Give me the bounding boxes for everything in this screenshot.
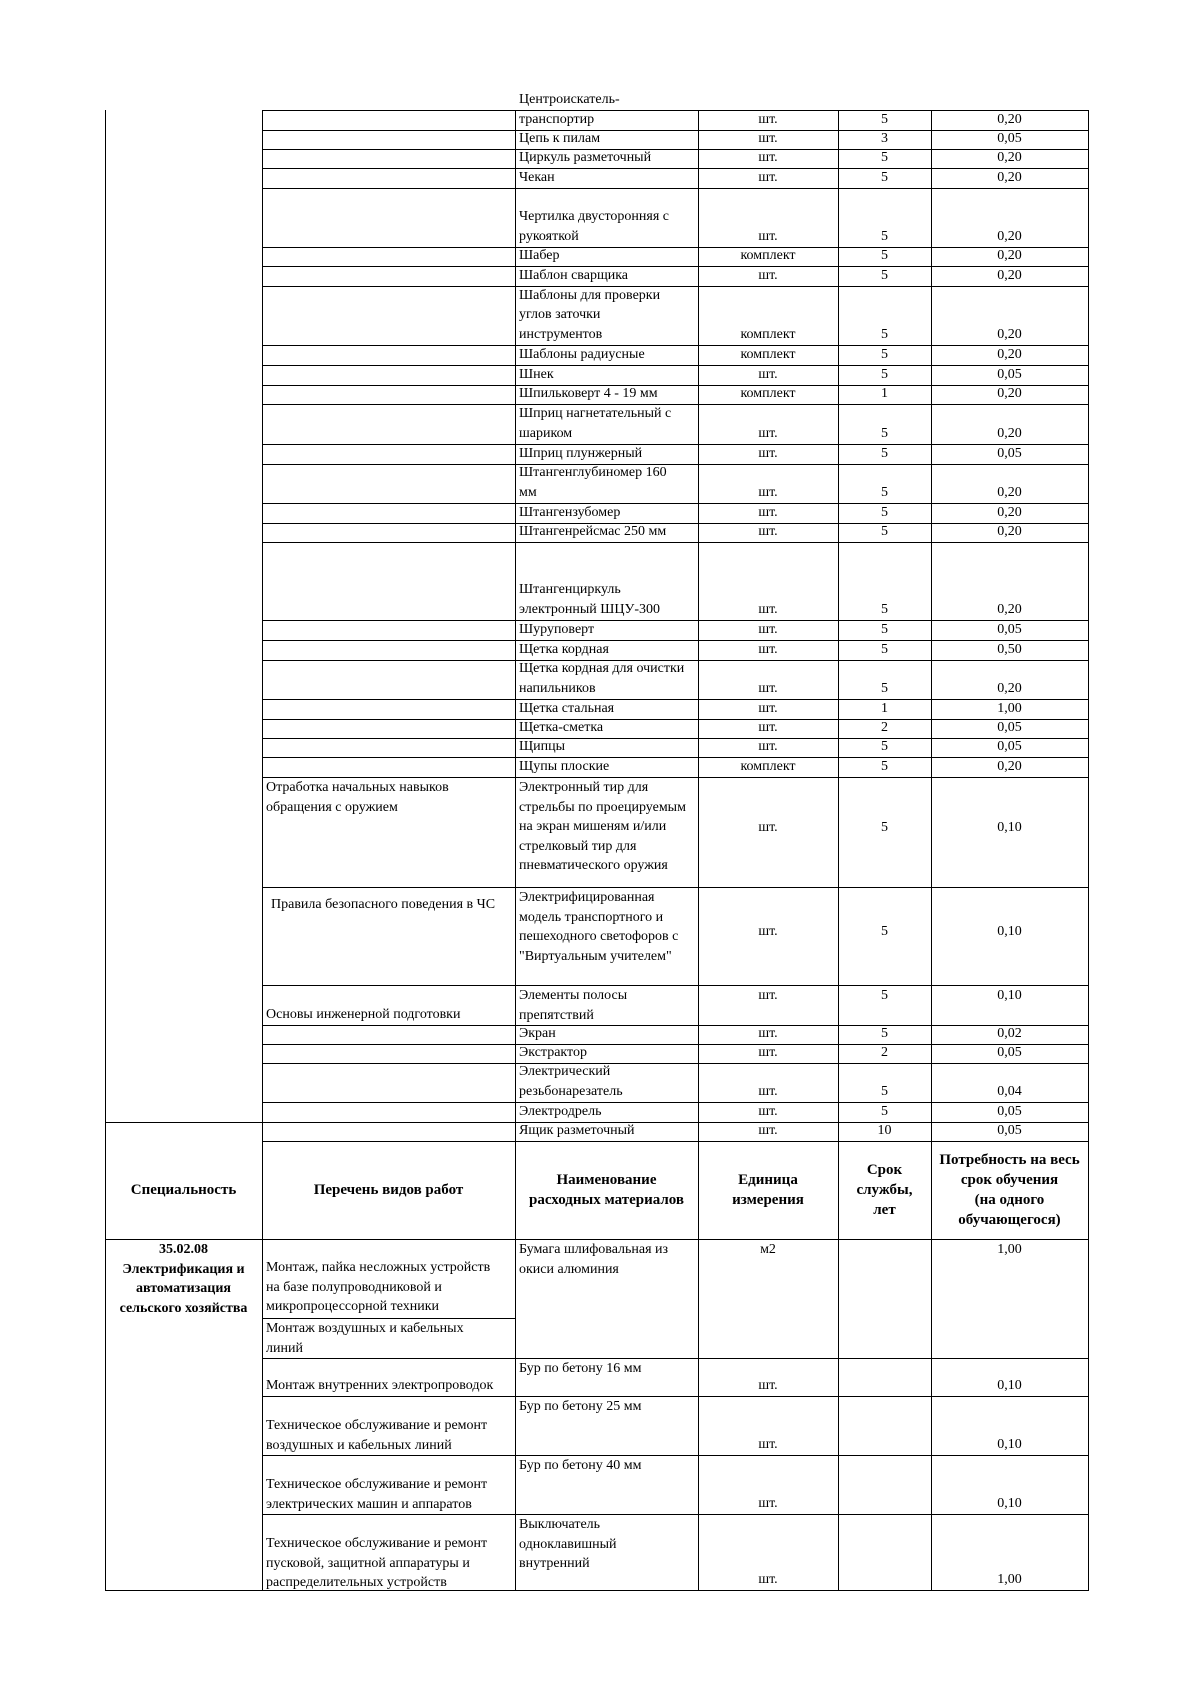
material-name: Чертилка двусторонняя с рукояткой xyxy=(519,209,670,244)
work-type: Техническое обслуживание и ремонт воздушных и кабельных линий xyxy=(266,1418,488,1453)
material-name: Штангенглубиномер 160 мм xyxy=(519,465,667,500)
term-cell: 2 xyxy=(881,1044,888,1060)
term-cell: 5 xyxy=(881,445,888,461)
term-cell: 5 xyxy=(881,425,888,441)
specialty-code: 35.02.08 Электрификация и автоматизация сельского хозяйства xyxy=(119,1242,248,1316)
unit-cell: шт. xyxy=(758,719,778,735)
term-cell: 5 xyxy=(881,601,888,617)
need-cell: 0,10 xyxy=(997,820,1022,836)
unit-cell: шт. xyxy=(758,601,778,617)
need-cell: 0,10 xyxy=(997,924,1022,940)
unit-cell: шт. xyxy=(758,988,778,1003)
need-cell: 0,05 xyxy=(997,738,1022,754)
work-type: Монтаж, пайка несложных устройств на базе полупроводниковой и микропроцессорной техники xyxy=(266,1260,491,1314)
term-cell: 5 xyxy=(881,820,888,836)
need-cell: 0,05 xyxy=(997,1122,1022,1138)
page-left-border xyxy=(105,110,106,1142)
unit-cell: комплект xyxy=(740,247,796,263)
material-name: Щетка-сметка xyxy=(519,719,604,735)
unit-cell: шт. xyxy=(758,228,778,244)
need-cell: 0,20 xyxy=(997,523,1022,539)
table-rule xyxy=(262,542,1089,543)
term-cell: 5 xyxy=(881,680,888,696)
material-name: Шнек xyxy=(519,366,554,382)
material-name: Щупы плоские xyxy=(519,758,610,774)
material-name: Шабер xyxy=(519,247,560,263)
need-cell: 0,20 xyxy=(997,228,1022,244)
material-name: Выключатель одноклавишный внутренний xyxy=(519,1517,617,1571)
term-cell: 5 xyxy=(881,738,888,754)
term-cell: 5 xyxy=(881,523,888,539)
material-name: Шаблоны радиусные xyxy=(519,346,645,362)
work-type: Основы инженерной подготовки xyxy=(266,1006,461,1022)
header-unit: Единица измерения xyxy=(732,1172,804,1208)
term-cell: 5 xyxy=(881,228,888,244)
need-cell: 0,05 xyxy=(997,130,1022,146)
material-name: Шаблоны для проверки углов заточки инструментов xyxy=(519,287,661,342)
term-cell: 5 xyxy=(881,1025,888,1041)
header-works: Перечень видов работ xyxy=(313,1182,464,1198)
need-cell: 0,20 xyxy=(997,149,1022,165)
unit-cell: шт. xyxy=(758,1495,778,1511)
material-name: Бур по бетону 25 мм xyxy=(519,1399,642,1414)
term-cell: 5 xyxy=(881,988,888,1003)
material-name: Цепь к пилам xyxy=(519,130,601,146)
material-name: Ящик разметочный xyxy=(519,1122,635,1138)
need-cell: 0,05 xyxy=(997,445,1022,461)
need-cell: 1,00 xyxy=(997,1571,1022,1587)
need-cell: 0,20 xyxy=(997,346,1022,362)
term-cell: 5 xyxy=(881,621,888,637)
need-cell: 0,02 xyxy=(997,1025,1022,1041)
header-term: Срок службы, лет xyxy=(856,1162,913,1218)
material-name: Экран xyxy=(519,1025,556,1041)
material-name: Шприц плунжерный xyxy=(519,445,643,461)
unit-cell: шт. xyxy=(758,111,778,127)
need-cell: 0,05 xyxy=(997,1044,1022,1060)
material-name: Электродрель xyxy=(519,1103,602,1119)
material-name: Шаблон сварщика xyxy=(519,267,629,283)
material-name: Бур по бетону 16 мм xyxy=(519,1361,642,1376)
term-cell: 5 xyxy=(881,1103,888,1119)
table-rule xyxy=(262,1396,516,1397)
term-cell: 5 xyxy=(881,111,888,127)
need-cell: 0,10 xyxy=(997,1495,1022,1511)
need-cell: 0,20 xyxy=(997,267,1022,283)
need-cell: 0,20 xyxy=(997,111,1022,127)
unit-cell: шт. xyxy=(758,1083,778,1099)
term-cell: 5 xyxy=(881,1083,888,1099)
material-name: Циркуль разметочный xyxy=(519,149,652,165)
table-rule xyxy=(838,1239,839,1591)
material-name: Центроискатель- транспортир xyxy=(519,92,620,127)
table-rule xyxy=(515,1590,1089,1591)
unit-cell: шт. xyxy=(758,267,778,283)
term-cell: 2 xyxy=(881,719,888,735)
material-name: Щипцы xyxy=(519,738,566,754)
unit-cell: комплект xyxy=(740,326,796,342)
table-rule xyxy=(262,110,263,1142)
unit-cell: шт. xyxy=(758,924,778,940)
unit-cell: м2 xyxy=(760,1242,776,1257)
term-cell: 5 xyxy=(881,758,888,774)
unit-cell: шт. xyxy=(758,1122,778,1138)
header-need: Потребность на весь срок обучения (на одного обучающегося) xyxy=(939,1152,1080,1228)
material-name: Шприц нагнетательный с шариком xyxy=(519,406,672,441)
need-cell: 0,20 xyxy=(997,326,1022,342)
unit-cell: шт. xyxy=(758,1103,778,1119)
unit-cell: шт. xyxy=(758,1436,778,1452)
term-cell: 5 xyxy=(881,504,888,520)
work-type: Монтаж воздушных и кабельных линий xyxy=(266,1321,464,1356)
material-name: Элементы полосы препятствий xyxy=(519,988,628,1023)
material-name: Штангенрейсмас 250 мм xyxy=(519,523,667,539)
need-cell: 0,20 xyxy=(997,385,1022,401)
work-type: Техническое обслуживание и ремонт пусковой, защитной аппаратуры и распределительных устройств xyxy=(266,1536,488,1590)
material-name: Штангенциркуль электронный ШЦУ-300 xyxy=(519,582,661,617)
need-cell: 0,20 xyxy=(997,601,1022,617)
term-cell: 5 xyxy=(881,366,888,382)
header-material: Наименование расходных материалов xyxy=(528,1172,684,1208)
material-name: Электрифицированная модель транспортного и пешеходного светофоров с "Виртуальным учителем" xyxy=(519,890,679,964)
need-cell: 0,05 xyxy=(997,1103,1022,1119)
need-cell: 0,20 xyxy=(997,247,1022,263)
table-rule xyxy=(105,1590,263,1591)
unit-cell: шт. xyxy=(758,621,778,637)
material-name: Щетка стальная xyxy=(519,700,615,716)
material-name: Шуруповерт xyxy=(519,621,595,637)
unit-cell: шт. xyxy=(758,680,778,696)
unit-cell: шт. xyxy=(758,523,778,539)
unit-cell: шт. xyxy=(758,641,778,657)
term-cell: 5 xyxy=(881,247,888,263)
table-rule xyxy=(698,1239,699,1591)
unit-cell: шт. xyxy=(758,130,778,146)
unit-cell: шт. xyxy=(758,1044,778,1060)
unit-cell: шт. xyxy=(758,1377,778,1393)
work-type: Отработка начальных навыков обращения с оружием xyxy=(266,780,449,815)
unit-cell: комплект xyxy=(740,758,796,774)
unit-cell: шт. xyxy=(758,1571,778,1587)
term-cell: 5 xyxy=(881,267,888,283)
material-name: Бумага шлифовальная из окиси алюминия xyxy=(519,1242,669,1277)
unit-cell: шт. xyxy=(758,149,778,165)
work-type: Правила безопасного поведения в ЧС xyxy=(271,897,496,912)
term-cell: 5 xyxy=(881,346,888,362)
need-cell: 0,04 xyxy=(997,1083,1022,1099)
need-cell: 0,05 xyxy=(997,366,1022,382)
need-cell: 0,20 xyxy=(997,680,1022,696)
need-cell: 0,10 xyxy=(997,1377,1022,1393)
need-cell: 0,20 xyxy=(997,425,1022,441)
term-cell: 3 xyxy=(881,130,888,146)
term-cell: 5 xyxy=(881,169,888,185)
term-cell: 1 xyxy=(881,385,888,401)
table-rule xyxy=(262,1358,516,1359)
need-cell: 0,20 xyxy=(997,484,1022,500)
material-name: Щетка кордная для очистки напильников xyxy=(519,661,685,696)
work-type: Монтаж внутренних электропроводок xyxy=(266,1378,494,1393)
unit-cell: шт. xyxy=(758,700,778,716)
need-cell: 0,10 xyxy=(997,988,1022,1003)
unit-cell: комплект xyxy=(740,385,796,401)
header-specialty: Специальность xyxy=(130,1182,237,1198)
work-type: Техническое обслуживание и ремонт электрических машин и аппаратов xyxy=(266,1477,488,1512)
table-rule xyxy=(1088,110,1089,1142)
unit-cell: шт. xyxy=(758,425,778,441)
term-cell: 10 xyxy=(877,1122,892,1138)
table-rule xyxy=(262,188,1089,189)
material-name: Шпильковерт 4 - 19 мм xyxy=(519,385,658,401)
term-cell: 1 xyxy=(881,700,888,716)
material-name: Щетка кордная xyxy=(519,641,609,657)
unit-cell: шт. xyxy=(758,1025,778,1041)
material-name: Экстрактор xyxy=(519,1044,587,1060)
table-rule xyxy=(1088,1141,1089,1240)
unit-cell: шт. xyxy=(758,504,778,520)
table-rule xyxy=(1088,1239,1089,1591)
unit-cell: шт. xyxy=(758,738,778,754)
need-cell: 0,05 xyxy=(997,719,1022,735)
unit-cell: шт. xyxy=(758,445,778,461)
term-cell: 5 xyxy=(881,641,888,657)
term-cell: 5 xyxy=(881,484,888,500)
need-cell: 0,20 xyxy=(997,504,1022,520)
table-rule xyxy=(931,1239,932,1591)
need-cell: 0,05 xyxy=(997,621,1022,637)
need-cell: 0,20 xyxy=(997,169,1022,185)
material-name: Электрический резьбонарезатель xyxy=(519,1064,623,1099)
term-cell: 5 xyxy=(881,924,888,940)
table-rule xyxy=(262,1514,516,1515)
need-cell: 1,00 xyxy=(997,700,1022,716)
material-name: Чекан xyxy=(519,169,555,185)
term-cell: 5 xyxy=(881,326,888,342)
unit-cell: шт. xyxy=(758,484,778,500)
unit-cell: шт. xyxy=(758,169,778,185)
table-rule xyxy=(262,1141,1089,1142)
need-cell: 0,20 xyxy=(997,758,1022,774)
material-name: Электронный тир для стрельбы по проецируемым на экран мишеням и/или стрелковый тир для пневматического оружия xyxy=(519,780,686,873)
unit-cell: шт. xyxy=(758,366,778,382)
need-cell: 0,10 xyxy=(997,1436,1022,1452)
table-rule xyxy=(262,1455,516,1456)
unit-cell: комплект xyxy=(740,346,796,362)
need-cell: 1,00 xyxy=(997,1242,1022,1257)
material-name: Штангензубомер xyxy=(519,504,621,520)
material-name: Бур по бетону 40 мм xyxy=(519,1458,642,1473)
term-cell: 5 xyxy=(881,149,888,165)
unit-cell: шт. xyxy=(758,820,778,836)
need-cell: 0,50 xyxy=(997,641,1022,657)
